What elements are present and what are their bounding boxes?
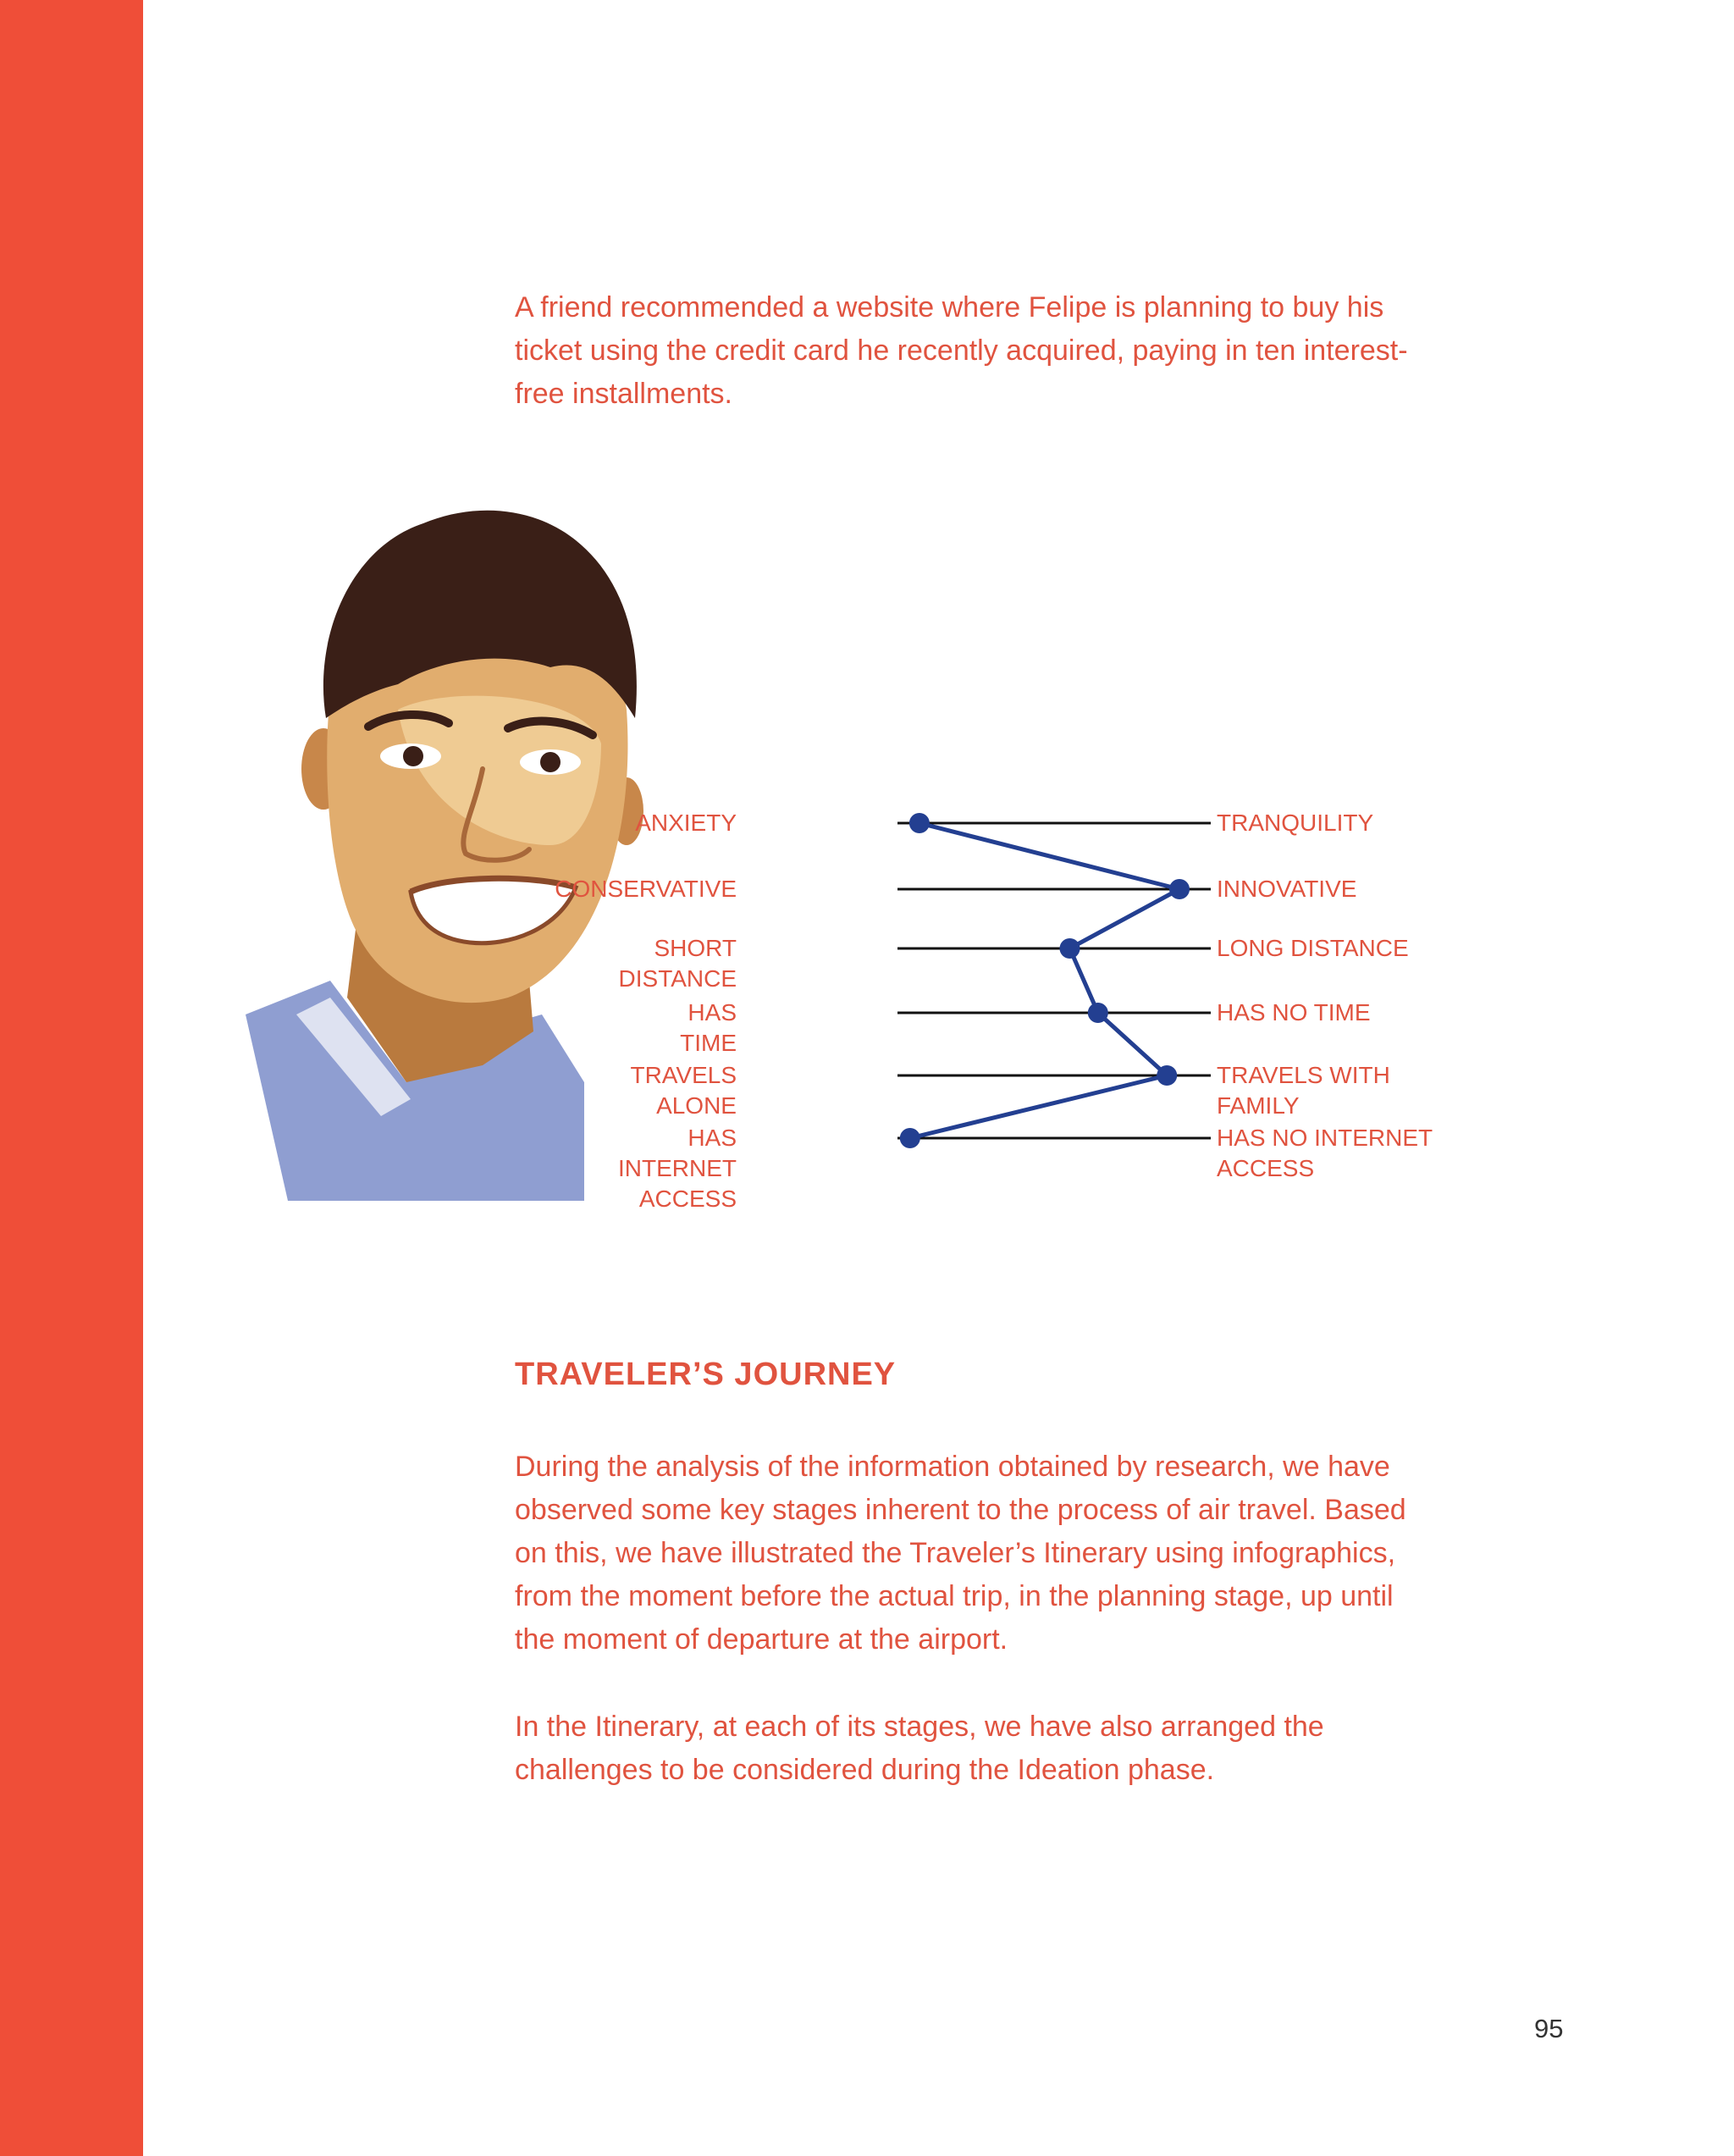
- profile-line: [910, 823, 1179, 1138]
- left-trait-label-3: HAS TIME: [680, 999, 737, 1056]
- left-trait-label-1: CONSERVATIVE: [555, 876, 737, 902]
- intro-paragraph: A friend recommended a website where Felipe is planning to buy his ticket using the credit card he recently acquired, paying in ten interest-free installments.: [515, 291, 1408, 410]
- right-trait-label-4: TRAVELS WITH FAMILY: [1217, 1062, 1390, 1119]
- left-pupil-shape: [403, 746, 423, 766]
- left-trait-label-4: TRAVELS ALONE: [630, 1062, 737, 1119]
- profile-point-1: [1169, 879, 1190, 899]
- right-trait-label-0: TRANQUILITY: [1217, 810, 1374, 836]
- left-trait-label-0: ANXIETY: [635, 810, 737, 836]
- felipe-portrait-illustration: [229, 489, 669, 1218]
- right-trait-label-3: HAS NO TIME: [1217, 999, 1371, 1025]
- personality-slider-chart: [555, 796, 1473, 1212]
- journey-paragraph-1: During the analysis of the information obtained by research, we have observed some key stages inherent to the process of air travel. Based on this, we have illustrated the Traveler’s Itinerary using infographics, from the moment before the actual trip, in the planning stage, up until the moment of departure at the airport.: [515, 1451, 1406, 1656]
- profile-point-5: [900, 1128, 920, 1148]
- left-trait-label-2: SHORT DISTANCE: [618, 935, 737, 992]
- right-pupil-shape: [540, 752, 561, 772]
- right-trait-label-2: LONG DISTANCE: [1217, 935, 1409, 961]
- left-trait-label-5: HAS INTERNET ACCESS: [618, 1125, 737, 1212]
- right-trait-label-5: HAS NO INTERNET ACCESS: [1217, 1125, 1433, 1181]
- right-trait-label-1: INNOVATIVE: [1217, 876, 1357, 902]
- profile-point-4: [1157, 1065, 1177, 1086]
- profile-point-2: [1060, 938, 1080, 959]
- profile-point-3: [1088, 1003, 1108, 1023]
- section-heading: TRAVELER’S JOURNEY: [515, 1357, 897, 1392]
- page-number: 95: [1534, 2014, 1564, 2043]
- journey-paragraph-2: In the Itinerary, at each of its stages, we have also arranged the challenges to be considered during the Ideation phase.: [515, 1711, 1324, 1786]
- profile-point-0: [909, 813, 930, 833]
- accent-sidebar: [0, 0, 143, 2156]
